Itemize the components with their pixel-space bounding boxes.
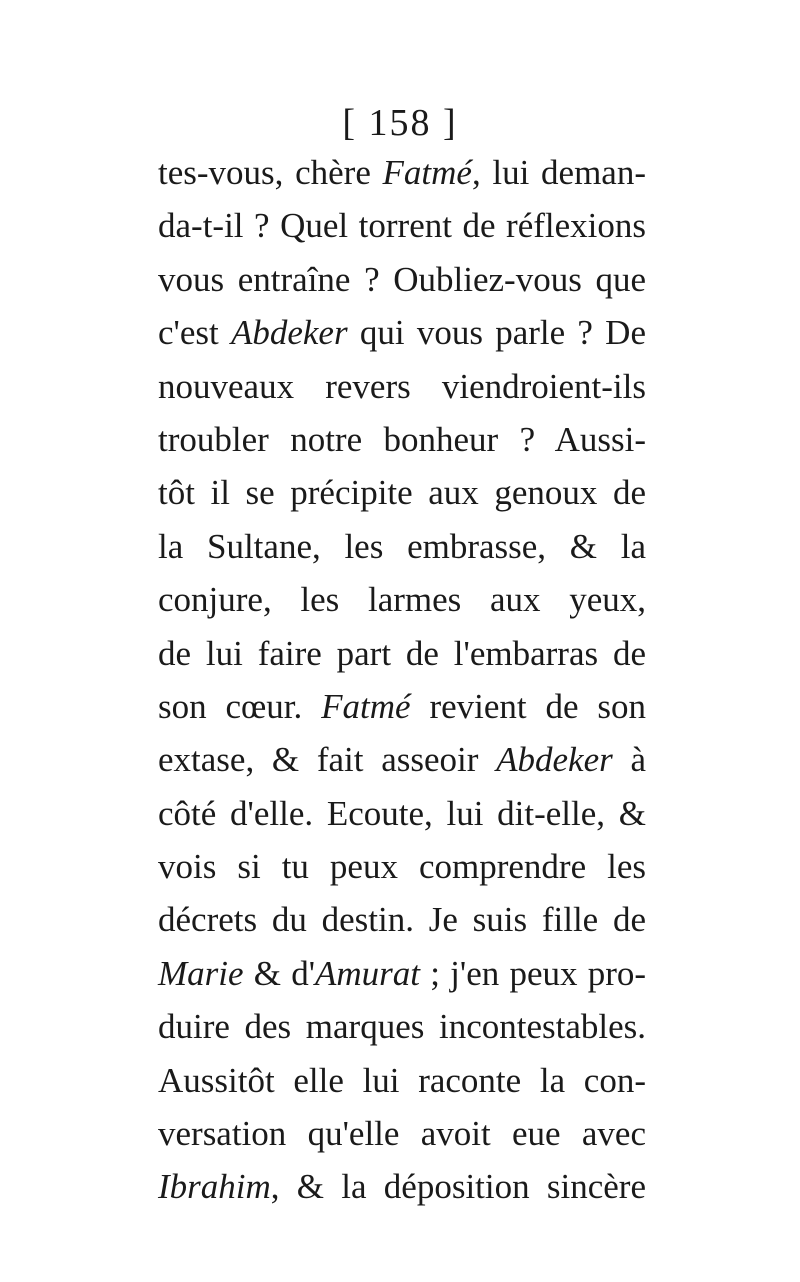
text-line bbox=[158, 840, 646, 893]
text-run: , lui deman- bbox=[471, 153, 646, 192]
text-run: da-t-il ? Quel torrent de réflexions bbox=[158, 206, 646, 246]
italic-name: Marie bbox=[158, 953, 244, 993]
text-run: tes-vous, chère bbox=[158, 153, 383, 192]
italic-name: Fatmé bbox=[321, 686, 411, 726]
text-run: de lui faire part de l'embarras de bbox=[158, 633, 646, 673]
text-line bbox=[158, 146, 646, 199]
italic-name: Fatmé bbox=[382, 153, 472, 192]
text-run: troubler notre bonheur ? Aussi- bbox=[158, 419, 646, 459]
text-run: nouveaux revers viendroient-ils bbox=[158, 366, 646, 406]
text-run: vous entraîne ? Oubliez-vous que bbox=[158, 259, 646, 299]
text-run: conjure, les larmes aux yeux, bbox=[158, 580, 646, 620]
text-line bbox=[158, 1054, 646, 1107]
text-run: versation qu'elle avoit eue avec bbox=[158, 1114, 646, 1154]
text-run: & d' bbox=[243, 953, 316, 993]
italic-name: Abdeker bbox=[496, 740, 613, 780]
text-run: ; j'en peux pro- bbox=[420, 953, 647, 993]
text-run: décrets du destin. Je suis fille de bbox=[158, 900, 646, 940]
text-run: son cœur. bbox=[158, 686, 322, 726]
text-line bbox=[158, 360, 646, 413]
text-run: revient de son bbox=[410, 686, 647, 726]
text-line bbox=[158, 1107, 646, 1160]
text-run: tôt il se précipite aux genoux de bbox=[158, 473, 646, 513]
text-line bbox=[158, 947, 646, 1000]
text-run: côté d'elle. Ecoute, lui dit-elle, & bbox=[158, 793, 646, 833]
text-run: vois si tu peux comprendre les bbox=[158, 847, 646, 887]
text-line bbox=[158, 466, 646, 519]
text-run: à bbox=[612, 740, 646, 780]
text-run: , & la déposition sincère bbox=[270, 1167, 646, 1207]
text-line bbox=[158, 1000, 646, 1053]
italic-name: Abdeker bbox=[230, 313, 348, 353]
text-line bbox=[158, 413, 646, 466]
text-run: duire des marques incontestables. bbox=[158, 1007, 646, 1047]
text-line bbox=[158, 573, 646, 626]
text-line bbox=[158, 253, 646, 306]
text-line bbox=[158, 520, 646, 573]
text-line bbox=[158, 199, 646, 252]
text-run: la Sultane, les embrasse, & la bbox=[158, 526, 646, 566]
text-run: qui vous parle ? De bbox=[347, 313, 646, 353]
italic-name: Amurat bbox=[315, 953, 421, 993]
page-number: [ 158 ] bbox=[342, 102, 458, 144]
body-text bbox=[158, 146, 646, 1214]
text-line bbox=[158, 733, 646, 786]
text-line bbox=[158, 893, 646, 946]
text-run: Aussitôt elle lui raconte la con- bbox=[158, 1060, 646, 1100]
text-run: c'est bbox=[158, 313, 231, 353]
text-run: extase, & fait asseoir bbox=[158, 740, 497, 780]
text-line bbox=[158, 1160, 646, 1213]
italic-name: Ibrahim bbox=[158, 1167, 271, 1207]
text-line bbox=[158, 787, 646, 840]
text-line bbox=[158, 680, 646, 733]
text-line bbox=[158, 306, 646, 359]
text-line bbox=[158, 627, 646, 680]
